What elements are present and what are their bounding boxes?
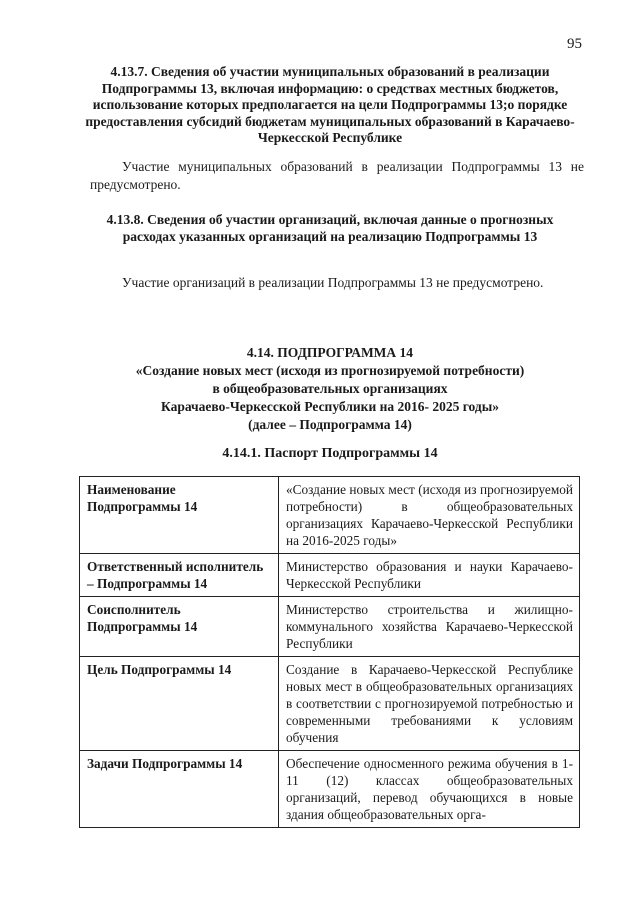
passport-row-value: Обеспечение односменного режима обучения в 1-11 (12) классах общеобразовательных организаций, перевод обучающихся в новые здания общеобразовательных орга- [279, 751, 580, 828]
passport-row [80, 554, 580, 597]
section-4-13-7-body [90, 158, 584, 193]
passport-row-label: Соисполнитель Подпрограммы 14 [80, 597, 279, 657]
subprogram-title-line-1: 4.14. ПОДПРОГРАММА 14 [246, 345, 414, 360]
passport-row-label: Ответственный исполнитель – Подпрограммы 14 [80, 554, 279, 597]
subprogram-title-line-2: «Создание новых мест (исходя из прогнозируемой потребности) [135, 363, 525, 378]
passport-row-label: Цель Подпрограммы 14 [80, 657, 279, 751]
section-4-13-7-body-text: Участие муниципальных образований в реализации Подпрограммы 13 не предусмотрено. [90, 159, 584, 192]
passport-row-value: Министерство строительства и жилищно-коммунального хозяйства Карачаево-Черкесской Республики [279, 597, 580, 657]
passport-row [80, 657, 580, 751]
subprogram-title-line-4: Карачаево-Черкесской Республики на 2016- 2025 годы» [160, 399, 500, 414]
passport-title: 4.14.1. Паспорт Подпрограммы 14 [222, 446, 438, 461]
section-4-13-7-heading: 4.13.7. Сведения об участии муниципальных образований в реализации Подпрограммы 13, включая информацию: о средствах местных бюджетов, использование которых предполагается на цели Подпрограммы 13;о порядке предоставления субсидий бюджетам муниципальных образований в Карачаево-Черкесской Республике [85, 64, 575, 145]
subprogram-title-line-3: в общеобразовательных организациях [212, 381, 448, 396]
section-4-13-8-body-text: Участие организаций в реализации Подпрограммы 13 не предусмотрено. [122, 275, 544, 290]
passport-table-body [80, 477, 580, 828]
passport-row-value: Министерство образования и науки Карачаево-Черкесской Республики [279, 554, 580, 597]
subprogram-title-line-5: (далее – Подпрограмма 14) [248, 417, 412, 432]
passport-row-label: Наименование Подпрограммы 14 [80, 477, 279, 554]
passport-row-label: Задачи Подпрограммы 14 [80, 751, 279, 828]
page-number: 95 [567, 36, 582, 52]
passport-row-value: Создание в Карачаево-Черкесской Республике новых мест в общеобразовательных организациях в соответствии с прогнозируемой потребностью и современными требованиями к условиям обучения [279, 657, 580, 751]
passport-row [80, 477, 580, 554]
passport-row-value: «Создание новых мест (исходя из прогнозируемой потребности) в общеобразовательных организациях Карачаево-Черкесской Республики на 2016-2025 годы» [279, 477, 580, 554]
passport-row [80, 597, 580, 657]
section-4-13-8-body [90, 274, 584, 292]
section-4-13-8-heading: 4.13.8. Сведения об участии организаций, включая данные о прогнозных расходах указанных организаций на реализацию Подпрограммы 13 [106, 212, 554, 244]
section-4-14-heading [80, 344, 580, 434]
passport-table [79, 476, 580, 828]
passport-row [80, 751, 580, 828]
